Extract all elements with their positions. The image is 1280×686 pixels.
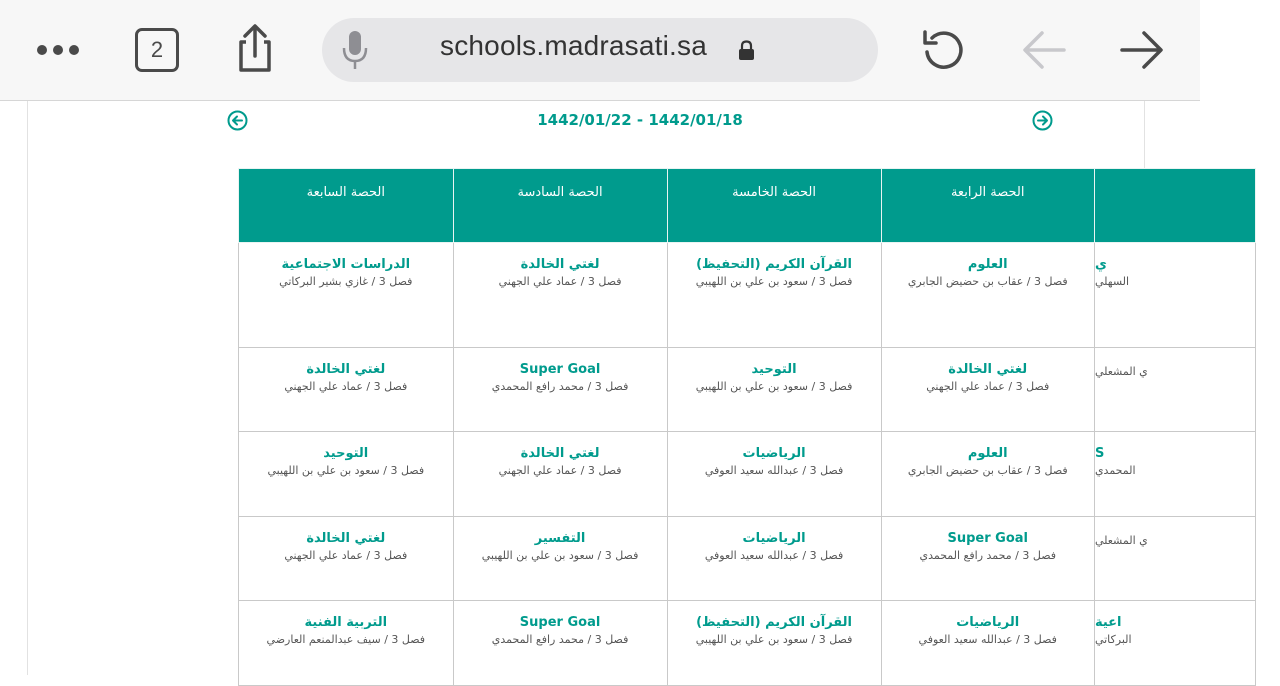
- subject-name: Super Goal: [519, 362, 601, 377]
- subject-name: الرياضيات: [956, 615, 1020, 630]
- class-teacher: السهلي: [1094, 275, 1130, 288]
- schedule-table: [238, 168, 1256, 686]
- subject-name: التفسير: [534, 531, 586, 546]
- subject-name: لغتي الخالدة: [306, 362, 386, 377]
- schedule-cell[interactable]: [239, 432, 454, 517]
- schedule-row: [239, 432, 1256, 517]
- class-teacher: فصل 3 / عماد علي الجهني: [284, 380, 408, 393]
- class-teacher: المحمدي: [1094, 464, 1136, 477]
- class-teacher: فصل 3 / عماد علي الجهني: [498, 464, 622, 477]
- schedule-cell[interactable]: [667, 601, 881, 686]
- class-teacher: فصل 3 / سعود بن علي بن اللهيبي: [695, 633, 853, 646]
- class-teacher: فصل 3 / عقاب بن حضيض الجابري: [907, 275, 1068, 288]
- schedule-cell[interactable]: [1094, 601, 1255, 686]
- schedule-cell[interactable]: [453, 348, 667, 432]
- period-header: الحصة السادسة: [453, 169, 667, 243]
- class-teacher: ي المشعلي: [1094, 534, 1148, 547]
- subject-name: القرآن الكريم (التحفيظ): [696, 615, 852, 630]
- subject-name: لغتي الخالدة: [306, 531, 386, 546]
- subject-name: الرياضيات: [742, 531, 806, 546]
- schedule-row: [239, 517, 1256, 601]
- subject-name: الدراسات الاجتماعية: [281, 257, 411, 272]
- class-teacher: ي المشعلي: [1094, 365, 1148, 378]
- lock-icon: [738, 40, 755, 61]
- schedule-table-container: [118, 168, 1148, 675]
- class-teacher: فصل 3 / عبدالله سعيد العوفي: [704, 464, 844, 477]
- subject-name: لغتي الخالدة: [948, 362, 1028, 377]
- subject-name: التوحيد: [751, 362, 797, 377]
- period-header: الحصة الرابعة: [881, 169, 1094, 243]
- subject-name: S: [1094, 446, 1105, 461]
- subject-name: التربية الفنية: [304, 615, 388, 630]
- schedule-cell[interactable]: [667, 243, 881, 348]
- subject-name: العلوم: [967, 257, 1008, 272]
- browser-toolbar: [0, 0, 1200, 101]
- class-teacher: فصل 3 / سيف عبدالمنعم العارضي: [266, 633, 426, 646]
- class-teacher: فصل 3 / سعود بن علي بن اللهيبي: [695, 275, 853, 288]
- class-teacher: فصل 3 / محمد رافع المحمدي: [491, 380, 629, 393]
- schedule-cell[interactable]: [881, 517, 1094, 601]
- schedule-cell[interactable]: [239, 517, 454, 601]
- subject-name: لغتي الخالدة: [520, 446, 600, 461]
- period-header: [1094, 169, 1255, 243]
- address-bar-url[interactable]: schools.madrasati.sa: [440, 30, 708, 61]
- schedule-cell[interactable]: [239, 601, 454, 686]
- schedule-cell[interactable]: [1094, 243, 1255, 348]
- more-dots-icon[interactable]: [32, 38, 84, 62]
- class-teacher: فصل 3 / غازي بشير البركاتي: [279, 275, 413, 288]
- next-week-icon[interactable]: [1032, 110, 1053, 131]
- schedule-cell[interactable]: [453, 517, 667, 601]
- class-teacher: فصل 3 / عماد علي الجهني: [284, 549, 408, 562]
- subject-name: Super Goal: [519, 615, 601, 630]
- subject-name: القرآن الكريم (التحفيظ): [696, 257, 852, 272]
- schedule-cell[interactable]: [1094, 348, 1255, 432]
- microphone-icon[interactable]: [340, 28, 370, 72]
- period-header: الحصة الخامسة: [667, 169, 881, 243]
- schedule-cell[interactable]: [453, 432, 667, 517]
- subject-name: لغتي الخالدة: [520, 257, 600, 272]
- class-teacher: فصل 3 / سعود بن علي بن اللهيبي: [695, 380, 853, 393]
- schedule-cell[interactable]: [667, 432, 881, 517]
- class-teacher: البركاتي: [1094, 633, 1132, 646]
- subject-name: التوحيد: [323, 446, 369, 461]
- back-arrow-icon[interactable]: [1018, 26, 1070, 74]
- class-teacher: فصل 3 / سعود بن علي بن اللهيبي: [481, 549, 639, 562]
- class-teacher: فصل 3 / عماد علي الجهني: [498, 275, 622, 288]
- schedule-cell[interactable]: [1094, 432, 1255, 517]
- reload-icon[interactable]: [918, 26, 968, 76]
- class-teacher: فصل 3 / عقاب بن حضيض الجابري: [907, 464, 1068, 477]
- date-range: 1442/01/22 - 1442/01/18: [537, 111, 743, 129]
- schedule-cell[interactable]: [453, 601, 667, 686]
- period-header: الحصة السابعة: [239, 169, 454, 243]
- schedule-cell[interactable]: [667, 517, 881, 601]
- class-teacher: فصل 3 / عماد علي الجهني: [926, 380, 1050, 393]
- share-icon[interactable]: [232, 22, 278, 74]
- schedule-cell[interactable]: [881, 601, 1094, 686]
- class-teacher: فصل 3 / سعود بن علي بن اللهيبي: [267, 464, 425, 477]
- tabs-button[interactable]: 2: [135, 28, 179, 72]
- class-teacher: فصل 3 / محمد رافع المحمدي: [919, 549, 1056, 562]
- class-teacher: فصل 3 / محمد رافع المحمدي: [491, 633, 629, 646]
- schedule-row: [239, 348, 1256, 432]
- forward-arrow-icon[interactable]: [1116, 26, 1168, 74]
- schedule-cell[interactable]: [239, 243, 454, 348]
- schedule-cell[interactable]: [453, 243, 667, 348]
- schedule-row: [239, 601, 1256, 686]
- schedule-row: [239, 243, 1256, 348]
- subject-name: ي: [1094, 257, 1107, 272]
- schedule-header-row: [239, 169, 1256, 243]
- class-teacher: فصل 3 / عبدالله سعيد العوفي: [704, 549, 844, 562]
- subject-name: العلوم: [967, 446, 1008, 461]
- schedule-cell[interactable]: [881, 432, 1094, 517]
- subject-name: الرياضيات: [742, 446, 806, 461]
- schedule-cell[interactable]: [239, 348, 454, 432]
- class-teacher: فصل 3 / عبدالله سعيد العوفي: [918, 633, 1057, 646]
- schedule-cell[interactable]: [667, 348, 881, 432]
- schedule-cell[interactable]: [881, 243, 1094, 348]
- schedule-cell[interactable]: [881, 348, 1094, 432]
- subject-name: اعية: [1094, 615, 1122, 630]
- schedule-cell[interactable]: [1094, 517, 1255, 601]
- subject-name: Super Goal: [947, 531, 1028, 546]
